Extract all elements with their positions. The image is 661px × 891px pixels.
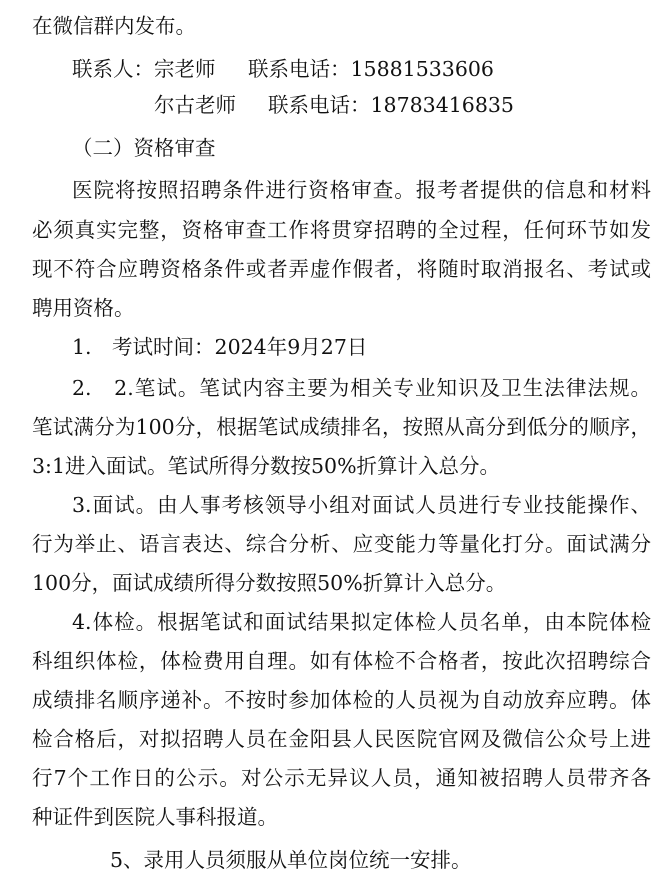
item-5-assignment: 5、录用人员须服从单位岗位统一安排。	[110, 848, 472, 872]
contact-phone-1: 联系电话：15881533606	[248, 57, 494, 81]
physical-line-4: 检合格后，对拟招聘人员在金阳县人民医院官网及微信公众号上进	[32, 727, 651, 751]
review-line-4: 聘用资格。	[32, 296, 135, 320]
physical-line-5: 行7个工作日的公示。对公示无异议人员，通知被招聘人员带齐各	[32, 766, 651, 790]
contact-phone-2: 联系电话：18783416835	[268, 93, 514, 117]
physical-line-3: 成绩排名顺序递补。不按时参加体检的人员视为自动放弃应聘。体	[32, 688, 651, 712]
item-1-exam-time: 1. 考试时间：2024年9月27日	[72, 335, 368, 359]
section-title: （二）资格审查	[72, 136, 216, 160]
review-line-1: 医院将按照招聘条件进行资格审查。报考者提供的信息和材料	[72, 178, 651, 202]
physical-line-2: 科组织体检，体检费用自理。如有体检不合格者，按此次招聘综合	[32, 649, 651, 673]
physical-line-1: 4.体检。根据笔试和面试结果拟定体检人员名单，由本院体检	[72, 610, 651, 634]
interview-line-1: 3.面试。由人事考核领导小组对面试人员进行专业技能操作、	[72, 493, 651, 517]
interview-line-3: 100分，面试成绩所得分数按照50%折算计入总分。	[32, 571, 507, 595]
physical-line-6: 种证件到医院人事科报道。	[32, 805, 278, 829]
contact-row-2	[0, 85, 661, 125]
interview-line-2: 行为举止、语言表达、综合分析、应变能力等量化打分。面试满分	[32, 532, 651, 556]
publish-tail-line: 在微信群内发布。	[32, 14, 196, 38]
contact-person-1: 联系人：宗老师	[72, 57, 216, 81]
contact-row-1	[0, 49, 661, 89]
written-line-2: 笔试满分为100分，根据笔试成绩排名，按照从高分到低分的顺序，	[32, 415, 651, 439]
contact-person-2: 尔古老师	[154, 93, 236, 117]
written-line-1: 2. 2.笔试。笔试内容主要为相关专业知识及卫生法律法规。	[72, 376, 651, 400]
review-line-3: 现不符合应聘资格条件或者弄虚作假者，将随时取消报名、考试或	[32, 257, 651, 281]
review-line-2: 必须真实完整，资格审查工作将贯穿招聘的全过程，任何环节如发	[32, 218, 651, 242]
written-line-3: 3:1进入面试。笔试所得分数按50%折算计入总分。	[32, 454, 501, 478]
